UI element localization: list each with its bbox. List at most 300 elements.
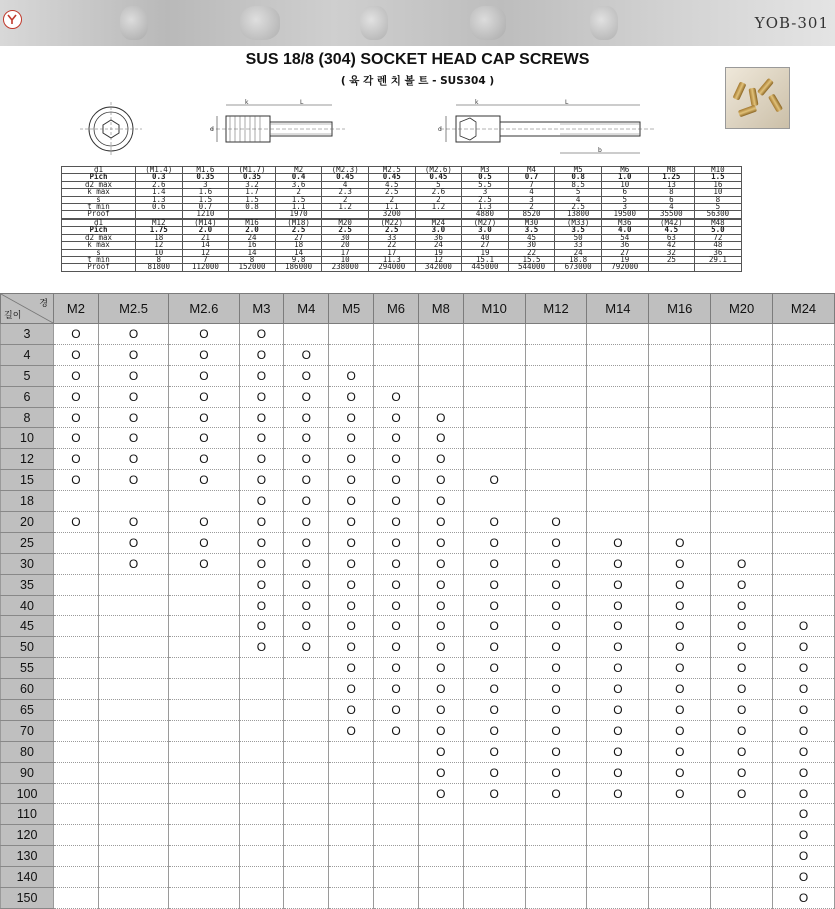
availability-cell (711, 532, 773, 553)
availability-cell: O (239, 512, 284, 533)
availability-cell (649, 846, 711, 867)
availability-cell: O (54, 344, 99, 365)
availability-cell (418, 365, 463, 386)
spec-cell: 81800 (136, 264, 183, 271)
availability-cell: O (587, 762, 649, 783)
dim-b-label: b (598, 147, 602, 154)
spec-cell: 5.5 (462, 181, 509, 188)
spec-cell: 1.3 (136, 196, 183, 203)
availability-cell (773, 344, 835, 365)
availability-cell (418, 888, 463, 909)
spec-cell: (M22) (368, 220, 415, 227)
spec-cell: M12 (136, 220, 183, 227)
dim-k-label: k (245, 99, 249, 106)
spec-cell: 19500 (601, 211, 648, 218)
spec-row-label: d2 max (62, 181, 136, 188)
availability-cell (284, 762, 329, 783)
availability-cell: O (587, 574, 649, 595)
spec-cell: 2 (322, 196, 369, 203)
availability-cell (284, 867, 329, 888)
spec-cell: M10 (695, 167, 742, 174)
size-header: M3 (239, 294, 284, 324)
availability-cell (773, 324, 835, 345)
banner-decoration (120, 6, 148, 40)
spec-cell: 2 (275, 189, 322, 196)
length-label: 30 (1, 553, 54, 574)
availability-cell (98, 616, 168, 637)
availability-cell (98, 658, 168, 679)
spec-cell: 0.7 (508, 174, 555, 181)
availability-cell: O (587, 700, 649, 721)
availability-cell (98, 762, 168, 783)
availability-cell (54, 616, 99, 637)
spec-cell: (M1.7) (229, 167, 276, 174)
availability-cell (773, 532, 835, 553)
availability-cell: O (374, 491, 419, 512)
availability-cell: O (329, 449, 374, 470)
table-row (1, 470, 835, 491)
table-row (1, 741, 835, 762)
length-label: 120 (1, 825, 54, 846)
table-row (1, 553, 835, 574)
availability-cell (98, 783, 168, 804)
availability-cell: O (54, 407, 99, 428)
availability-cell: O (418, 491, 463, 512)
spec-cell: M3 (462, 167, 509, 174)
spec-cell: 24 (229, 234, 276, 241)
spec-cell: 13800 (555, 211, 602, 218)
spec-cell: 2 (368, 196, 415, 203)
spec-cell: 1.6 (182, 189, 229, 196)
spec-cell: 72 (695, 234, 742, 241)
banner-decoration (240, 6, 280, 40)
spec-cell: 1.75 (136, 227, 183, 234)
availability-cell: O (98, 344, 168, 365)
availability-cell (587, 449, 649, 470)
dim-l-label: L (565, 99, 569, 106)
availability-cell: O (239, 616, 284, 637)
spec-cell: 1.3 (462, 204, 509, 211)
spec-cell: 19 (462, 249, 509, 256)
availability-cell (711, 804, 773, 825)
spec-cell: (M2.3) (322, 167, 369, 174)
spec-cell: 3200 (368, 211, 415, 218)
screw-drawing-long (420, 98, 720, 160)
table-row (1, 532, 835, 553)
spec-cell: 7 (182, 257, 229, 264)
availability-cell: O (239, 553, 284, 574)
availability-cell: O (374, 449, 419, 470)
spec-cell: 10 (136, 249, 183, 256)
availability-cell (711, 365, 773, 386)
availability-cell: O (329, 700, 374, 721)
availability-cell (239, 804, 284, 825)
spec-cell: 1.25 (648, 174, 695, 181)
spec-cell: 0.45 (322, 174, 369, 181)
spec-cell: 2 (415, 196, 462, 203)
availability-cell: O (463, 762, 525, 783)
availability-cell (54, 804, 99, 825)
availability-cell: O (374, 386, 419, 407)
availability-cell: O (418, 637, 463, 658)
spec-cell: 27 (275, 234, 322, 241)
availability-cell (525, 407, 587, 428)
availability-cell: O (374, 658, 419, 679)
availability-cell: O (418, 532, 463, 553)
availability-cell (374, 888, 419, 909)
availability-cell: O (329, 658, 374, 679)
banner-decoration (360, 6, 388, 40)
availability-cell: O (239, 595, 284, 616)
table-row (1, 616, 835, 637)
availability-cell: O (711, 720, 773, 741)
availability-cell: O (649, 741, 711, 762)
availability-cell: O (463, 574, 525, 595)
spec-row-label: Pich (62, 174, 136, 181)
availability-cell (463, 344, 525, 365)
availability-cell: O (54, 512, 99, 533)
spec-cell: M24 (415, 220, 462, 227)
table-row (1, 804, 835, 825)
table-row (1, 867, 835, 888)
spec-cell: 0.5 (462, 174, 509, 181)
availability-cell: O (418, 449, 463, 470)
availability-cell (649, 324, 711, 345)
availability-cell: O (169, 386, 239, 407)
length-label: 15 (1, 470, 54, 491)
spec-row-label: Pich (62, 227, 136, 234)
availability-cell: O (98, 386, 168, 407)
availability-cell: O (169, 512, 239, 533)
availability-cell (649, 867, 711, 888)
availability-cell: O (587, 553, 649, 574)
availability-cell: O (773, 658, 835, 679)
availability-cell: O (169, 324, 239, 345)
spec-cell: 15.5 (508, 257, 555, 264)
availability-cell (773, 365, 835, 386)
size-header: M12 (525, 294, 587, 324)
availability-cell: O (169, 344, 239, 365)
availability-cell (587, 867, 649, 888)
availability-cell (98, 637, 168, 658)
availability-cell: O (773, 783, 835, 804)
size-header: M5 (329, 294, 374, 324)
availability-cell: O (525, 700, 587, 721)
spec-cell: 0.6 (136, 204, 183, 211)
availability-cell (649, 407, 711, 428)
availability-cell (649, 428, 711, 449)
spec-cell: 10 (601, 181, 648, 188)
availability-cell: O (463, 595, 525, 616)
spec-cell: 14 (229, 249, 276, 256)
availability-cell (773, 595, 835, 616)
spec-cell: M8 (648, 167, 695, 174)
length-label: 10 (1, 428, 54, 449)
spec-cell: 30 (322, 234, 369, 241)
spec-cell: 27 (462, 242, 509, 249)
availability-cell: O (649, 616, 711, 637)
spec-cell: 45 (508, 234, 555, 241)
spec-cell: 0.8 (229, 204, 276, 211)
spec-cell: 8.5 (555, 181, 602, 188)
availability-cell: O (773, 762, 835, 783)
availability-cell (98, 700, 168, 721)
availability-cell: O (54, 449, 99, 470)
availability-cell (711, 512, 773, 533)
availability-cell: O (98, 532, 168, 553)
availability-cell (54, 783, 99, 804)
banner-decoration (590, 6, 618, 40)
spec-row (62, 264, 742, 271)
availability-cell: O (463, 658, 525, 679)
table-row (1, 344, 835, 365)
spec-cell: 294000 (368, 264, 415, 271)
availability-cell: O (54, 386, 99, 407)
availability-cell (169, 679, 239, 700)
table-row (1, 888, 835, 909)
table-row (1, 658, 835, 679)
availability-cell (587, 470, 649, 491)
spec-cell: 24 (415, 242, 462, 249)
availability-cell: O (773, 825, 835, 846)
availability-cell: O (98, 553, 168, 574)
availability-cell: O (239, 386, 284, 407)
availability-cell: O (284, 428, 329, 449)
availability-cell: O (711, 658, 773, 679)
availability-cell: O (418, 595, 463, 616)
spec-cell: (M1.4) (136, 167, 183, 174)
availability-cell (711, 491, 773, 512)
availability-cell (54, 825, 99, 846)
availability-cell (374, 804, 419, 825)
spec-cell: 1.0 (601, 174, 648, 181)
spec-cell: 1.1 (275, 204, 322, 211)
spec-cell: 48 (695, 242, 742, 249)
spec-cell (695, 264, 742, 271)
spec-cell: 2.5 (275, 227, 322, 234)
availability-cell (284, 888, 329, 909)
availability-cell: O (284, 449, 329, 470)
spec-cell: 5 (555, 189, 602, 196)
spec-cell: 2.5 (555, 204, 602, 211)
dim-d-label: d (210, 126, 214, 133)
availability-cell: O (711, 762, 773, 783)
availability-cell: O (587, 679, 649, 700)
availability-cell (54, 720, 99, 741)
spec-row (62, 234, 742, 241)
spec-cell: 7 (508, 181, 555, 188)
availability-cell (418, 386, 463, 407)
availability-cell (525, 324, 587, 345)
size-header: M8 (418, 294, 463, 324)
spec-cell: 2.5 (322, 227, 369, 234)
availability-cell: O (284, 595, 329, 616)
availability-cell (169, 595, 239, 616)
availability-cell: O (98, 428, 168, 449)
spec-cell: 36 (695, 249, 742, 256)
spec-cell: 14 (275, 249, 322, 256)
dim-k-label: k (475, 99, 479, 106)
spec-cell: 4.5 (368, 181, 415, 188)
availability-cell: O (418, 470, 463, 491)
spec-cell: 24 (555, 249, 602, 256)
spec-cell: 12 (182, 249, 229, 256)
availability-cell (329, 762, 374, 783)
availability-cell: O (239, 470, 284, 491)
availability-cell: O (587, 783, 649, 804)
availability-cell (711, 428, 773, 449)
spec-cell: 10 (695, 189, 742, 196)
spec-cell: 4 (555, 196, 602, 203)
length-label: 4 (1, 344, 54, 365)
availability-cell: O (239, 324, 284, 345)
availability-cell: O (418, 783, 463, 804)
spec-row-label: d2 max (62, 234, 136, 241)
availability-cell: O (374, 553, 419, 574)
availability-cell (374, 741, 419, 762)
spec-cell: 56300 (695, 211, 742, 218)
length-label: 5 (1, 365, 54, 386)
availability-cell (284, 783, 329, 804)
availability-cell: O (587, 595, 649, 616)
spec-cell: 3 (601, 204, 648, 211)
availability-cell (525, 867, 587, 888)
corner-diameter-label: 경 (39, 298, 48, 308)
availability-cell (374, 365, 419, 386)
availability-cell: O (463, 532, 525, 553)
table-row (1, 825, 835, 846)
availability-cell: O (525, 553, 587, 574)
availability-cell (169, 658, 239, 679)
availability-cell (773, 407, 835, 428)
length-label: 20 (1, 512, 54, 533)
header-banner (0, 0, 835, 46)
availability-cell: O (54, 428, 99, 449)
spec-cell: 1970 (275, 211, 322, 218)
availability-cell: O (418, 679, 463, 700)
availability-cell (463, 804, 525, 825)
availability-cell: O (649, 637, 711, 658)
availability-cell: O (587, 741, 649, 762)
availability-cell (374, 825, 419, 846)
spec-cell: 1.5 (695, 174, 742, 181)
availability-cell: O (284, 344, 329, 365)
availability-cell: O (374, 720, 419, 741)
availability-cell (463, 846, 525, 867)
availability-cell (711, 470, 773, 491)
availability-cell (463, 365, 525, 386)
availability-cell (463, 428, 525, 449)
availability-cell (54, 658, 99, 679)
availability-cell: O (773, 637, 835, 658)
length-label: 55 (1, 658, 54, 679)
spec-cell: (M18) (275, 220, 322, 227)
spec-cell: 1.1 (368, 204, 415, 211)
spec-cell: 3 (462, 189, 509, 196)
availability-cell (587, 825, 649, 846)
spec-cell: 4 (508, 189, 555, 196)
table-row (1, 324, 835, 345)
spec-cell: 9.8 (275, 257, 322, 264)
spec-cell: 673000 (555, 264, 602, 271)
availability-cell: O (418, 553, 463, 574)
spec-cell: 17 (322, 249, 369, 256)
spec-row-label: s (62, 196, 136, 203)
spec-cell: M2 (275, 167, 322, 174)
availability-cell: O (773, 741, 835, 762)
table-row (1, 637, 835, 658)
availability-cell: O (525, 532, 587, 553)
availability-cell: O (284, 386, 329, 407)
availability-cell: O (284, 470, 329, 491)
spec-cell: M30 (508, 220, 555, 227)
availability-cell (374, 762, 419, 783)
availability-cell (98, 741, 168, 762)
product-photo (725, 67, 790, 129)
length-label: 70 (1, 720, 54, 741)
availability-cell: O (169, 449, 239, 470)
size-header: M24 (773, 294, 835, 324)
spec-cell: 3 (182, 181, 229, 188)
table-corner (1, 294, 54, 324)
availability-cell: O (329, 386, 374, 407)
availability-cell: O (374, 637, 419, 658)
availability-cell: O (773, 679, 835, 700)
availability-cell: O (329, 365, 374, 386)
availability-cell (463, 407, 525, 428)
spec-row (62, 249, 742, 256)
spec-cell: M1.6 (182, 167, 229, 174)
spec-cell: 5 (415, 181, 462, 188)
spec-cell: 5 (601, 196, 648, 203)
spec-cell: 3.6 (275, 181, 322, 188)
spec-row-label: k max (62, 242, 136, 249)
availability-cell: O (525, 574, 587, 595)
availability-cell: O (98, 407, 168, 428)
spec-cell: 0.45 (368, 174, 415, 181)
availability-cell: O (587, 532, 649, 553)
availability-cell: O (98, 512, 168, 533)
availability-cell (374, 783, 419, 804)
availability-cell: O (587, 720, 649, 741)
availability-cell: O (649, 658, 711, 679)
availability-cell (649, 365, 711, 386)
availability-cell (711, 825, 773, 846)
spec-cell: M20 (322, 220, 369, 227)
availability-cell (418, 804, 463, 825)
availability-cell: O (649, 783, 711, 804)
spec-cell: 4 (322, 181, 369, 188)
availability-cell (418, 324, 463, 345)
availability-cell (239, 888, 284, 909)
length-label: 80 (1, 741, 54, 762)
availability-cell (54, 491, 99, 512)
availability-cell: O (418, 700, 463, 721)
availability-cell (329, 344, 374, 365)
availability-cell (773, 449, 835, 470)
availability-cell: O (239, 532, 284, 553)
spec-cell: 3.5 (555, 227, 602, 234)
availability-cell (711, 386, 773, 407)
availability-cell: O (525, 762, 587, 783)
availability-cell (98, 867, 168, 888)
availability-cell (374, 344, 419, 365)
spec-cell (648, 264, 695, 271)
availability-cell (329, 867, 374, 888)
availability-cell (54, 762, 99, 783)
length-label: 65 (1, 700, 54, 721)
spec-cell: 3 (508, 196, 555, 203)
